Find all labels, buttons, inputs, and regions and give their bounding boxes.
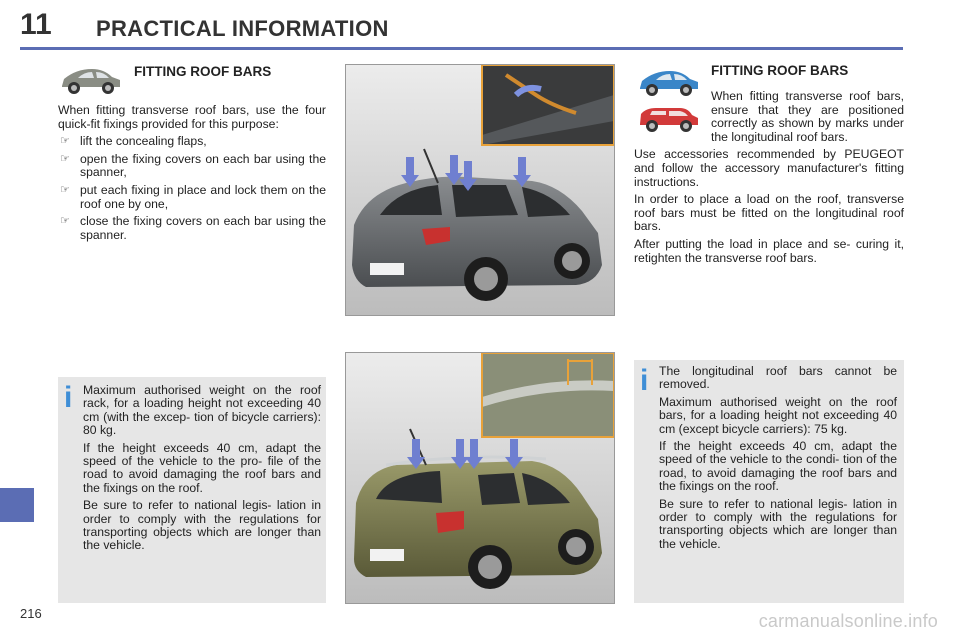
list-item: ☞ close the fixing covers on each bar using the spanner. — [60, 214, 326, 242]
watermark: carmanualsonline.info — [758, 611, 938, 631]
pointing-hand-icon: ☞ — [60, 135, 70, 148]
chapter-tab — [0, 488, 34, 522]
right-para-1-text: When fitting transverse roof bars, ensure that they are positioned correctly as shown by marks under the longitudinal roof bars. — [711, 89, 904, 144]
right-info-box — [634, 360, 904, 603]
right-paragraph-3: In order to place a load on the roof, transverse roof bars must be fitted on the longitudinal roof bars. — [634, 192, 904, 234]
estate-roof-bars-photo — [345, 352, 615, 604]
chapter-number: 11 — [20, 8, 52, 41]
left-info-box — [58, 377, 326, 603]
pointing-hand-icon: ☞ — [60, 215, 70, 228]
right-section-body — [634, 90, 904, 269]
left-info-text: Maximum authorised weight on the roof rack, for a loading height not exceeding 40 cm (with the excep- tion of bicycle carriers): 80 kg. If the height exceeds 40 cm, adapt the speed of the vehicle to the pro- file of the road to avoid damaging the roof bars and the fixings on the roof. Be sure to refer to national legis- lation in order to comply with the regulations for transporting objects which are longer than the vehicle. — [83, 383, 321, 553]
left-section-title: FITTING ROOF BARS — [134, 64, 272, 79]
left-section-body — [58, 104, 326, 246]
right-paragraph-4: After putting the load in place and se- curing it, retighten the transverse roof bars. — [634, 236, 904, 265]
hatchback-car-icon — [58, 64, 124, 96]
right-paragraph-2: Use accessories recommended by PEUGEOT and follow the accessory manufacturer's fitting instructions. — [634, 147, 904, 189]
list-item: ☞ lift the concealing flaps, — [60, 134, 207, 149]
pointing-hand-icon: ☞ — [60, 152, 70, 165]
page-number: 216 — [20, 606, 42, 621]
fitting-steps-list — [58, 135, 326, 242]
list-item: ☞ put each fixing in place and lock them on the roof one by one, — [60, 182, 326, 211]
pointing-hand-icon: ☞ — [60, 183, 70, 196]
info-icon: i — [64, 381, 73, 414]
hatchback-roof-bars-photo — [345, 64, 615, 316]
header-divider — [20, 47, 903, 50]
page-title: PRACTICAL INFORMATION — [96, 16, 389, 41]
left-intro: When fitting transverse roof bars, use the four quick-fit fixings provided for this purpose: — [58, 103, 326, 131]
info-icon: i — [640, 364, 649, 397]
list-item: ☞ open the fixing covers on each bar using the spanner, — [60, 151, 326, 180]
right-info-text: The longitudinal roof bars cannot be removed. Maximum authorised weight on the roof bars, for a loading height not exceeding 40 cm (except bicycle carriers): 75 kg. If the height exceeds 40 cm, adapt the speed of the vehicle to the condi- tion of the road, to avoid damaging the roof bars and the fixings on the roof. Be sure to refer to national legis- lation in order to comply with the regulations for transporting objects which are longer than the vehicle. — [659, 364, 897, 551]
right-section-title: FITTING ROOF BARS — [711, 63, 849, 78]
right-paragraph-1 — [634, 90, 904, 144]
